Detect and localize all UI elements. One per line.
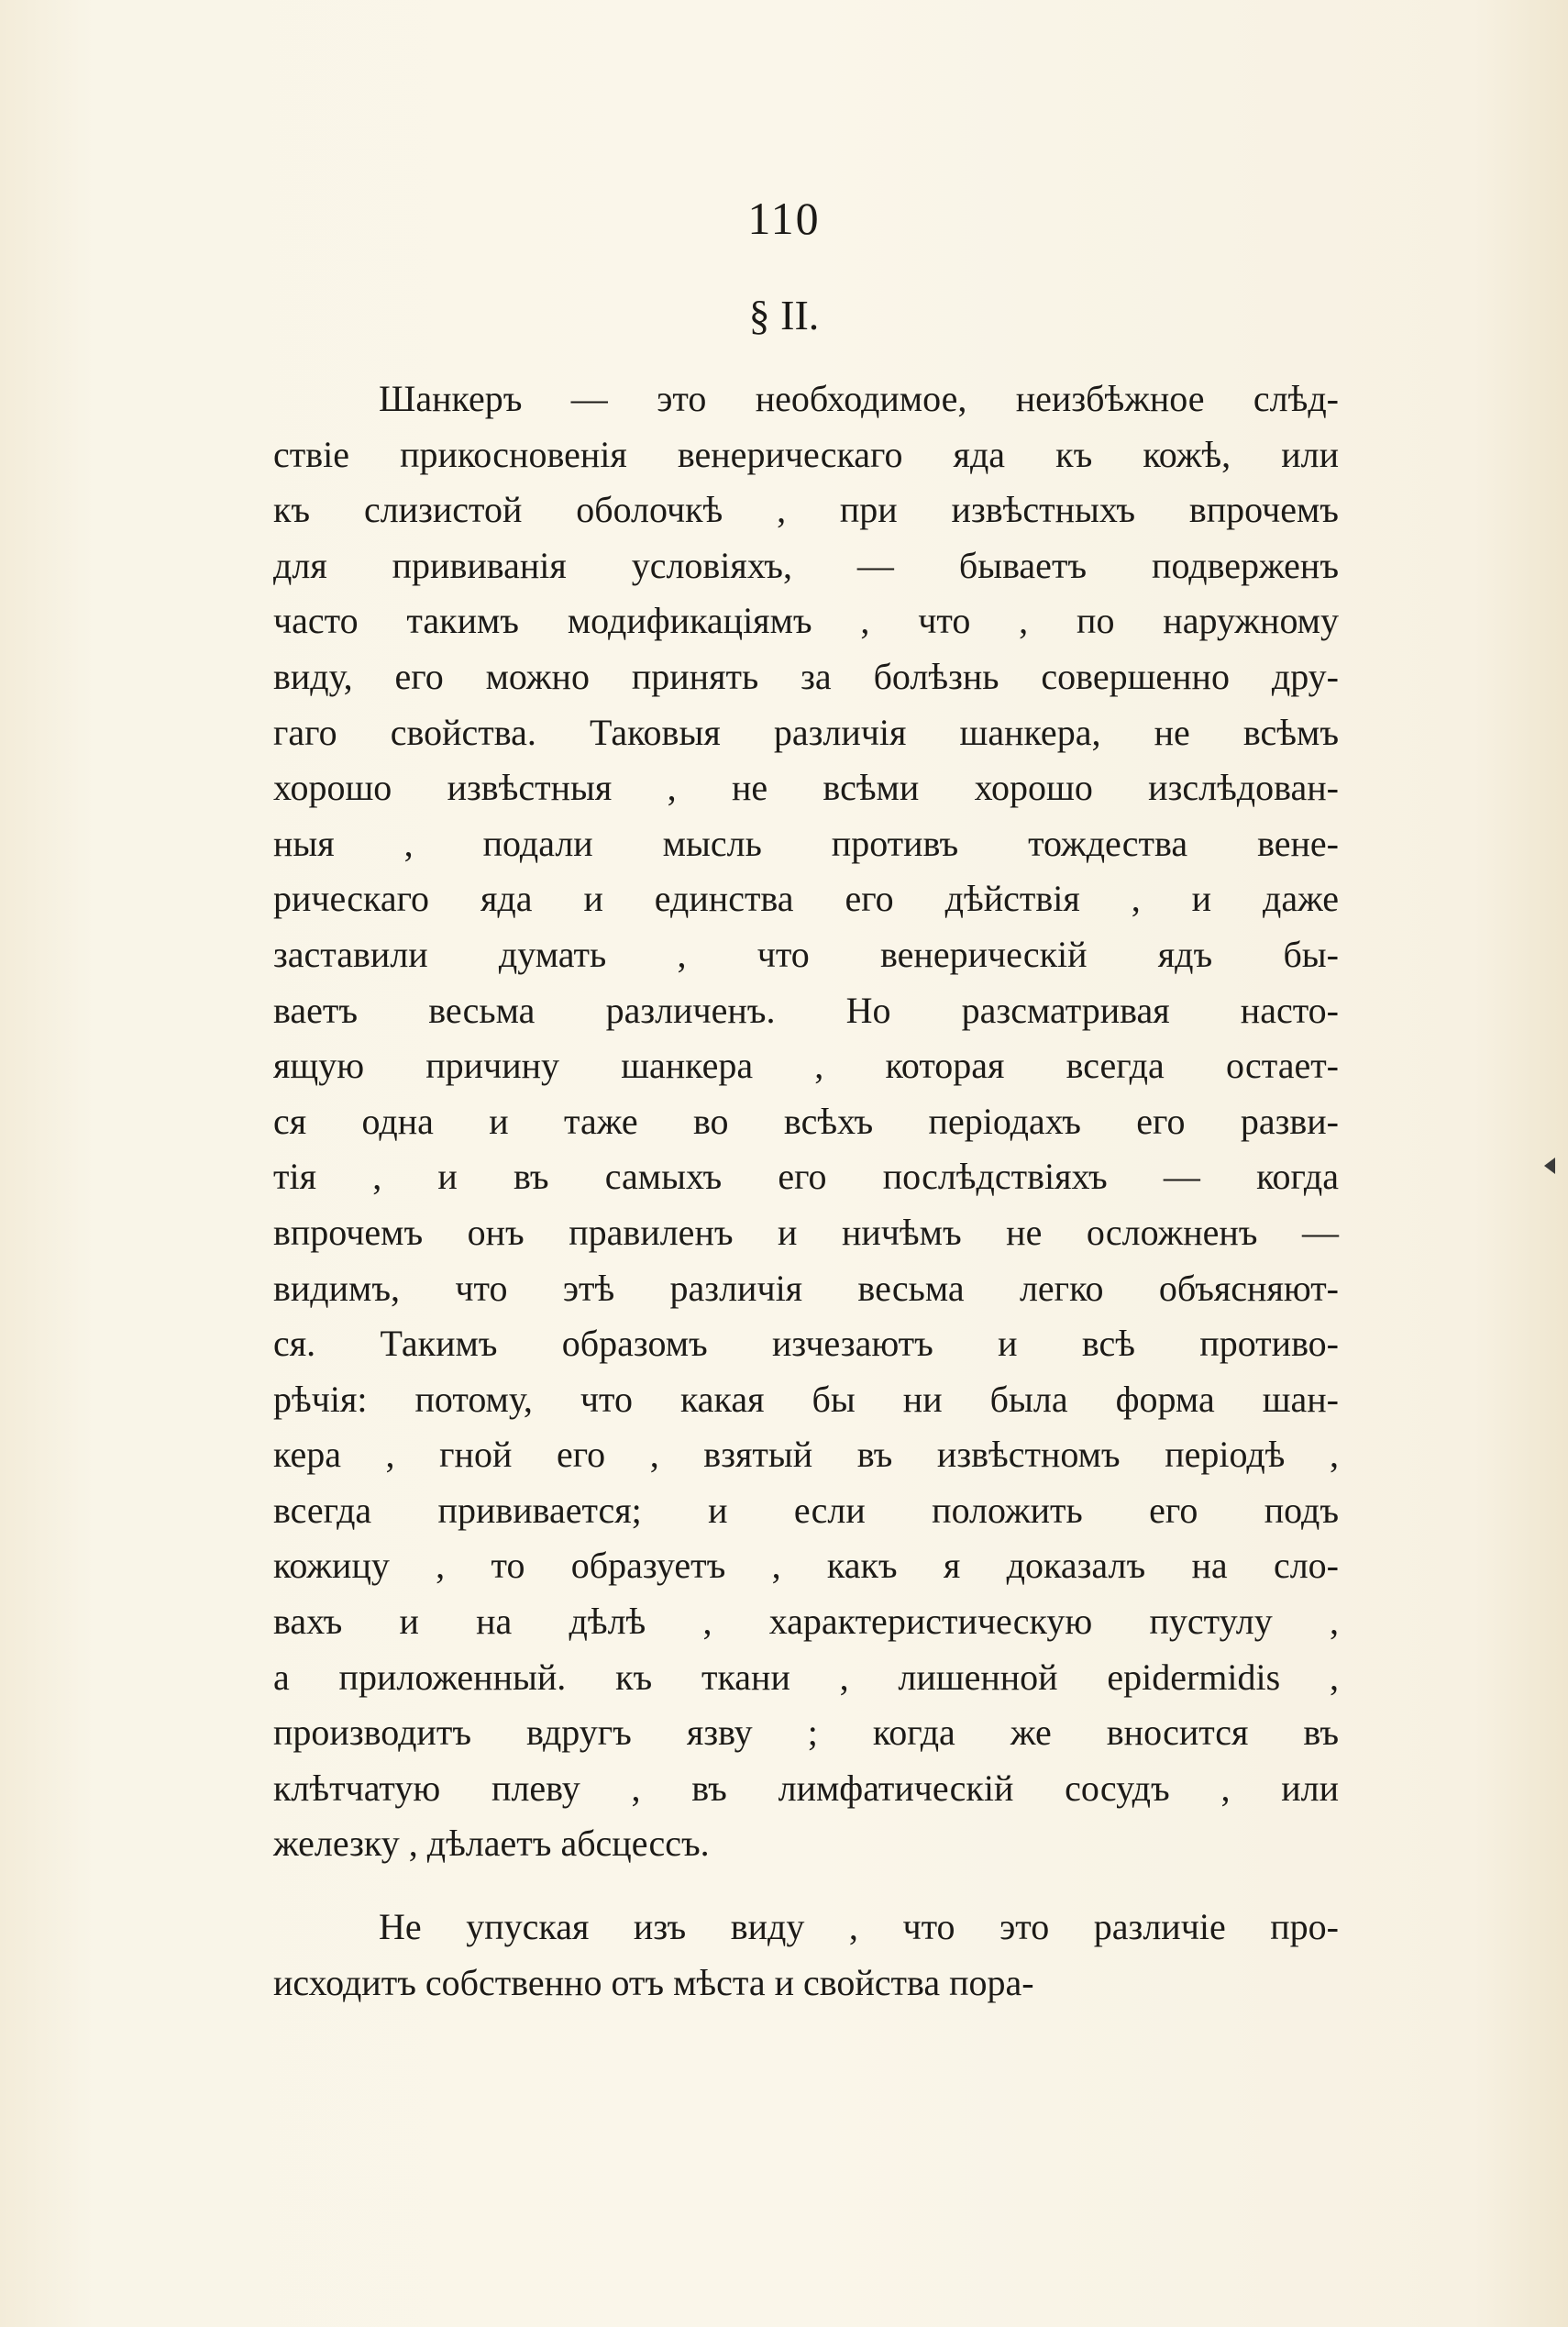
text-line: рическаго яда и единства его дѣйствія , и даже bbox=[273, 878, 1339, 920]
text-line: заставили думать , что венерическій ядъ бы- bbox=[273, 933, 1339, 975]
text-line: видимъ, что этѣ различія весьма легко объясняют- bbox=[273, 1267, 1339, 1309]
text-line: ся одна и таже во всѣхъ періодахъ его разви- bbox=[273, 1100, 1339, 1142]
text-line: хорошо извѣстныя , не всѣми хорошо изслѣдован- bbox=[273, 767, 1339, 809]
text-line: вахъ и на дѣлѣ , характеристическую пустулу , bbox=[273, 1601, 1339, 1643]
text-line: рѣчія: потому, что какая бы ни была форма шан- bbox=[273, 1378, 1339, 1420]
text-line: впрочемъ онъ правиленъ и ничѣмъ не осложненъ — bbox=[273, 1211, 1339, 1253]
paragraph-gap bbox=[273, 1872, 1339, 1900]
text-line: железку , дѣлаетъ абсцессъ. bbox=[273, 1823, 710, 1865]
text-line: для прививанія условіяхъ, — бываетъ подверженъ bbox=[273, 544, 1339, 586]
paragraph-1 bbox=[273, 371, 1339, 1872]
text-line: виду, его можно принять за болѣзнь совершенно дру- bbox=[273, 655, 1339, 697]
text-line: ваетъ весьма различенъ. Но разсматривая насто- bbox=[273, 989, 1339, 1031]
paragraph-2 bbox=[273, 1900, 1339, 2011]
text-line: тія , и въ самыхъ его послѣдствіяхъ — когда bbox=[273, 1156, 1339, 1198]
text-line: ныя , подали мысль противъ тождества вене- bbox=[273, 822, 1339, 864]
text-line: Шанкеръ — это необходимое, неизбѣжное слѣд- bbox=[379, 378, 1339, 419]
text-line: производитъ вдругъ язву ; когда же вносится въ bbox=[273, 1712, 1339, 1754]
text-line: Не упуская изъ виду , что это различіе про- bbox=[379, 1906, 1339, 1948]
body-text bbox=[273, 371, 1339, 2011]
text-line: къ слизистой оболочкѣ , при извѣстныхъ впрочемъ bbox=[273, 489, 1339, 531]
text-line: исходитъ собственно отъ мѣста и свойства пора- bbox=[273, 1961, 1034, 2003]
text-line: кера , гной его , взятый въ извѣстномъ періодѣ , bbox=[273, 1434, 1339, 1476]
text-line: ся. Такимъ образомъ изчезаютъ и всѣ противо- bbox=[273, 1323, 1339, 1365]
text-line: клѣтчатую плеву , въ лимфатическій сосудъ , или bbox=[273, 1767, 1339, 1809]
section-heading: § II. bbox=[748, 292, 820, 338]
text-line: ящую причину шанкера , которая всегда остает- bbox=[273, 1045, 1339, 1087]
page-number: 110 bbox=[747, 193, 821, 244]
margin-mark bbox=[1544, 1158, 1555, 1174]
text-line: а приложенный. къ ткани , лишенной epidermidis , bbox=[273, 1656, 1339, 1698]
text-line: гаго свойства. Таковыя различія шанкера, не всѣмъ bbox=[273, 711, 1339, 753]
text-line: кожицу , то образуетъ , какъ я доказалъ на сло- bbox=[273, 1545, 1339, 1587]
text-line: всегда прививается; и если положить его подъ bbox=[273, 1489, 1339, 1531]
text-line: ствіе прикосновенія венерическаго яда къ кожѣ, или bbox=[273, 433, 1339, 475]
text-line: часто такимъ модификаціямъ , что , по наружному bbox=[273, 600, 1339, 642]
